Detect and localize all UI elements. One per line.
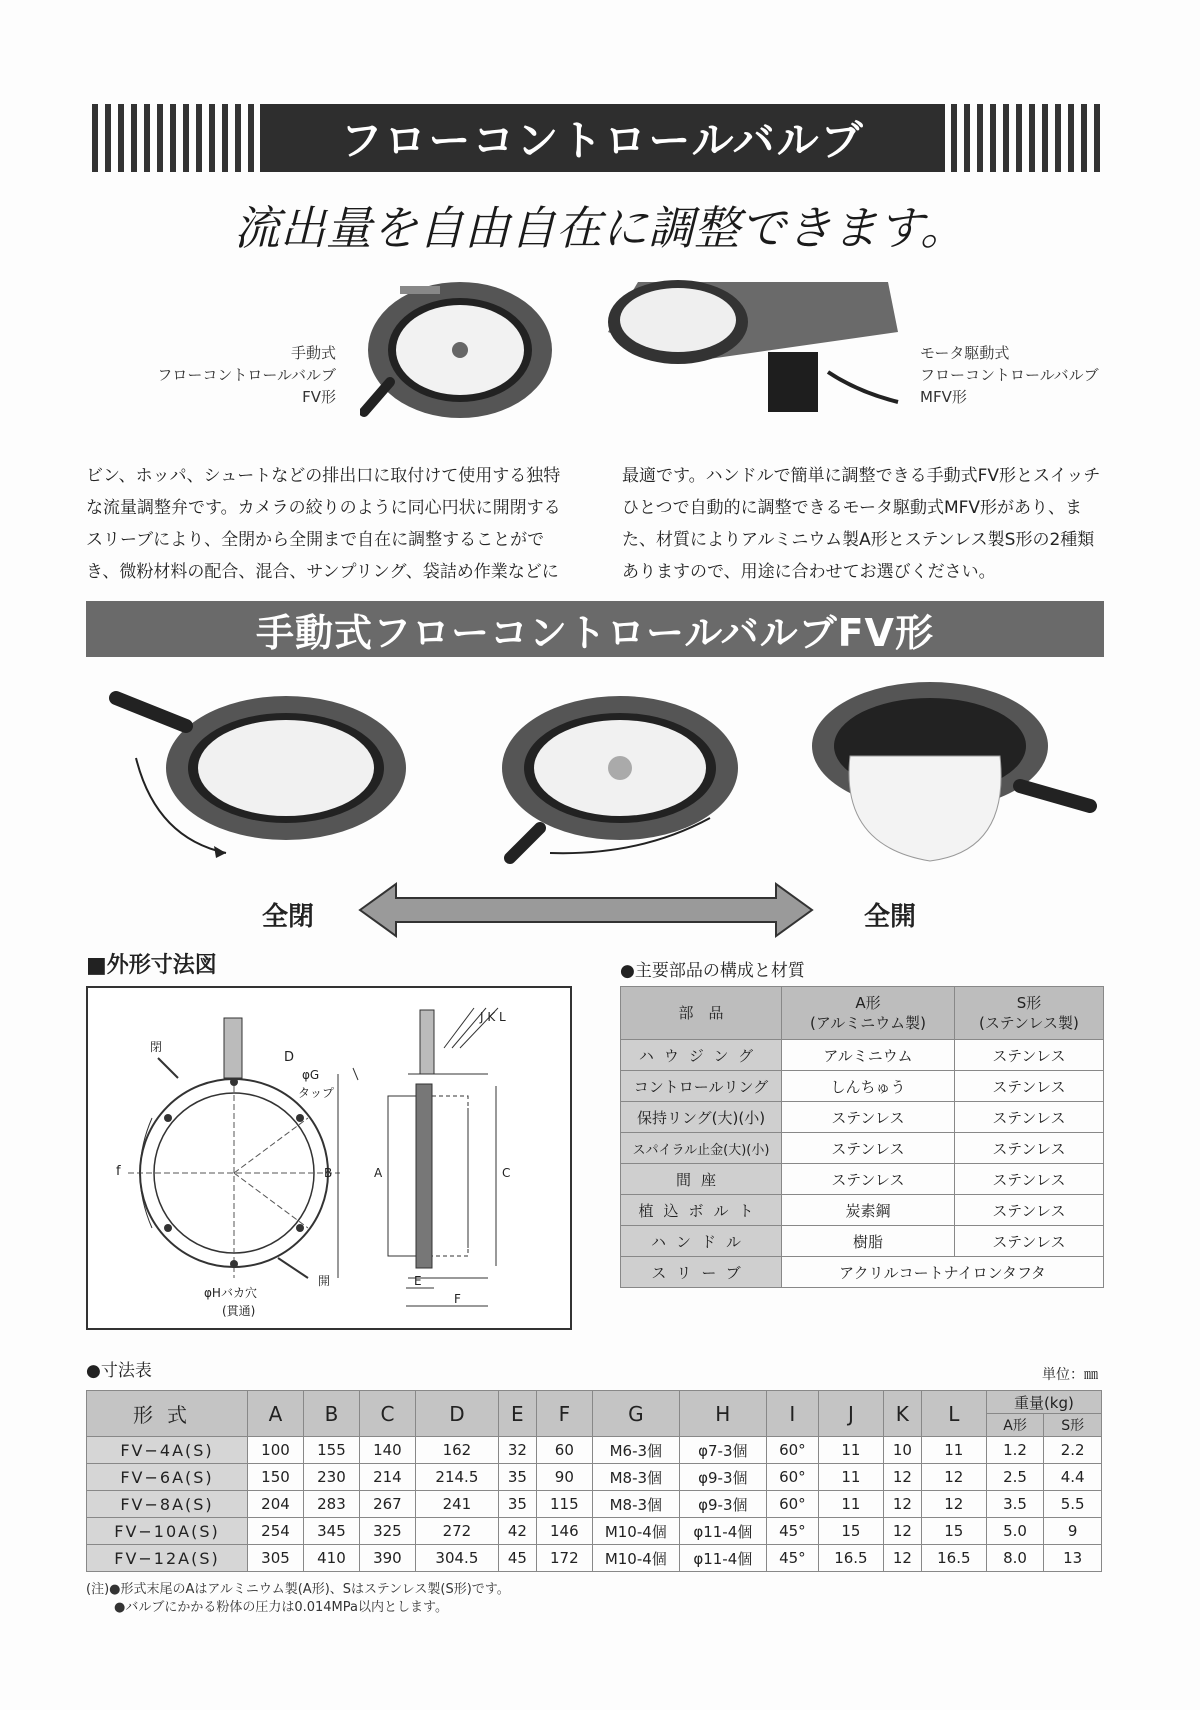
parts-col-s [954, 987, 1103, 1040]
part-material-s: ステンレス [954, 1164, 1103, 1195]
dims-col-h: H [679, 1391, 766, 1437]
part-material-s: ステンレス [954, 1071, 1103, 1102]
dims-col-j: J [818, 1391, 883, 1437]
dims-cell: 9 [1044, 1518, 1102, 1545]
dims-cell: 11 [921, 1437, 986, 1464]
dims-cell: 214.5 [415, 1464, 498, 1491]
dims-cell: 230 [303, 1464, 359, 1491]
label-h1: φHバカ穴 [204, 1286, 257, 1300]
parts-col-a [782, 987, 955, 1040]
dims-cell: 60° [766, 1491, 818, 1518]
page-title: フローコントロールバルブ [260, 104, 945, 172]
part-material-s: ステンレス [954, 1195, 1103, 1226]
part-name: ハウジング [621, 1040, 782, 1071]
dims-cell: 10 [883, 1437, 921, 1464]
table-row [621, 1195, 1104, 1226]
dims-col-a: A [248, 1391, 304, 1437]
dims-cell: 254 [248, 1518, 304, 1545]
motor-label-line2: フローコントロールバルブ [920, 366, 1099, 384]
parts-col-s-title: S形 [1016, 994, 1042, 1012]
double-arrow-icon [356, 880, 816, 940]
dims-cell: 1.2 [986, 1437, 1044, 1464]
dims-col-l: L [921, 1391, 986, 1437]
dims-col-c: C [359, 1391, 415, 1437]
table-row [87, 1545, 1102, 1572]
dims-heading: ●寸法表 [86, 1361, 152, 1381]
motor-valve-label [920, 342, 1130, 408]
dims-cell: 12 [921, 1464, 986, 1491]
dims-col-b: B [303, 1391, 359, 1437]
outline-heading: ■外形寸法図 [86, 953, 217, 978]
dims-cell: 283 [303, 1491, 359, 1518]
section-title: 手動式フローコントロールバルブFV形 [86, 601, 1104, 657]
banner-stripes-left [86, 104, 260, 172]
dims-cell: 45° [766, 1545, 818, 1572]
dims-cell: 172 [536, 1545, 592, 1572]
part-material-a: しんちゅう [782, 1071, 955, 1102]
dims-cell: 16.5 [921, 1545, 986, 1572]
label-a: A [374, 1166, 383, 1180]
dims-cell: 241 [415, 1491, 498, 1518]
dims-cell: 11 [818, 1437, 883, 1464]
dims-cell: 15 [921, 1518, 986, 1545]
part-name: スパイラル止金(大)(小) [621, 1133, 782, 1164]
dims-cell: M10-4個 [592, 1545, 679, 1572]
dims-col-f: F [536, 1391, 592, 1437]
label-b: B [324, 1166, 333, 1180]
dims-col-model: 形式 [87, 1391, 248, 1437]
dims-cell: 214 [359, 1464, 415, 1491]
manual-label-line2: フローコントロールバルブ [157, 366, 336, 384]
parts-header-row [621, 987, 1104, 1040]
dims-cell: φ7-3個 [679, 1437, 766, 1464]
parts-col-a-title: A形 [855, 994, 881, 1012]
dims-cell: 4.4 [1044, 1464, 1102, 1491]
dims-header-row [87, 1391, 1102, 1414]
dims-cell: M8-3個 [592, 1464, 679, 1491]
part-name: スリーブ [621, 1257, 782, 1288]
part-material-a: ステンレス [782, 1102, 955, 1133]
dims-col-e: E [498, 1391, 536, 1437]
manual-valve-label [140, 342, 336, 408]
part-name: ハンドル [621, 1226, 782, 1257]
part-material-a: 樹脂 [782, 1226, 955, 1257]
dims-cell: 42 [498, 1518, 536, 1545]
label-d: D [284, 1050, 295, 1065]
closed-label: 全閉 [262, 902, 315, 932]
table-row [621, 1071, 1104, 1102]
dims-cell: 146 [536, 1518, 592, 1545]
dims-cell: 32 [498, 1437, 536, 1464]
dims-cell: 12 [883, 1491, 921, 1518]
dims-cell: 204 [248, 1491, 304, 1518]
part-material-a: ステンレス [782, 1164, 955, 1195]
dims-cell-model: FV−10A(S) [87, 1518, 248, 1545]
parts-col-part: 部 品 [621, 987, 782, 1040]
part-material-s: ステンレス [954, 1133, 1103, 1164]
dims-cell: 60° [766, 1464, 818, 1491]
motor-label-line3: MFV形 [920, 388, 967, 406]
part-name: 保持リング(大)(小) [621, 1102, 782, 1133]
dims-col-weight-s: S形 [1044, 1414, 1102, 1437]
dims-cell: 115 [536, 1491, 592, 1518]
dims-cell: 12 [883, 1518, 921, 1545]
table-row [621, 1133, 1104, 1164]
dims-cell: 305 [248, 1545, 304, 1572]
valve-open-illustration [800, 676, 1100, 876]
dims-cell: 2.5 [986, 1464, 1044, 1491]
dims-cell: 345 [303, 1518, 359, 1545]
label-close: 閉 [150, 1040, 163, 1054]
label-open: 開 [318, 1274, 331, 1288]
banner-stripes-right [945, 104, 1106, 172]
dims-cell: 100 [248, 1437, 304, 1464]
dims-cell: 11 [818, 1491, 883, 1518]
dims-cell: 3.5 [986, 1491, 1044, 1518]
label-f-small: f [116, 1164, 121, 1179]
table-row [621, 1257, 1104, 1288]
dims-cell: 155 [303, 1437, 359, 1464]
dims-cell: 11 [818, 1464, 883, 1491]
dims-col-i: I [766, 1391, 818, 1437]
part-name: 植込ボルト [621, 1195, 782, 1226]
dims-cell: 12 [883, 1464, 921, 1491]
dims-cell: 45 [498, 1545, 536, 1572]
dims-cell: 150 [248, 1464, 304, 1491]
dims-cell: 410 [303, 1545, 359, 1572]
part-material-s: ステンレス [954, 1040, 1103, 1071]
dims-col-d: D [415, 1391, 498, 1437]
table-row [87, 1464, 1102, 1491]
dims-cell-model: FV−4A(S) [87, 1437, 248, 1464]
part-material-a: 炭素鋼 [782, 1195, 955, 1226]
dims-cell: 5.5 [1044, 1491, 1102, 1518]
dims-cell: 15 [818, 1518, 883, 1545]
manual-label-line3: FV形 [302, 388, 336, 406]
dims-cell: 325 [359, 1518, 415, 1545]
label-g1: φG [302, 1068, 320, 1082]
table-row [621, 1226, 1104, 1257]
dims-cell: M10-4個 [592, 1518, 679, 1545]
parts-heading: ●主要部品の構成と材質 [620, 961, 805, 981]
dims-cell: 5.0 [986, 1518, 1044, 1545]
parts-col-a-sub: (アルミニウム製) [809, 1014, 926, 1032]
table-row [87, 1518, 1102, 1545]
part-material-a: ステンレス [782, 1133, 955, 1164]
dims-cell-model: FV−12A(S) [87, 1545, 248, 1572]
dims-cell: 90 [536, 1464, 592, 1491]
dims-cell: 12 [883, 1545, 921, 1572]
part-material-a: アルミニウム [782, 1040, 955, 1071]
title-banner [86, 104, 1106, 172]
label-c: C [502, 1166, 511, 1180]
dims-col-weight: 重量(kg) [986, 1391, 1101, 1414]
label-jkl: J K L [480, 1010, 506, 1024]
parts-table [620, 986, 1104, 1288]
motor-valve-photo [598, 262, 908, 422]
part-material-sleeve: アクリルコートナイロンタフタ [782, 1257, 1104, 1288]
dims-cell: 8.0 [986, 1545, 1044, 1572]
dims-cell: 60° [766, 1437, 818, 1464]
dims-table [86, 1390, 1102, 1572]
dims-cell: φ9-3個 [679, 1464, 766, 1491]
table-row [621, 1040, 1104, 1071]
outline-drawing [86, 986, 572, 1330]
label-ff: F [454, 1292, 461, 1306]
dims-cell: 390 [359, 1545, 415, 1572]
label-e: E [414, 1274, 422, 1288]
part-material-s: ステンレス [954, 1102, 1103, 1133]
dims-col-g: G [592, 1391, 679, 1437]
dims-cell: 162 [415, 1437, 498, 1464]
dims-cell-model: FV−6A(S) [87, 1464, 248, 1491]
dims-cell: 60 [536, 1437, 592, 1464]
dims-cell: 267 [359, 1491, 415, 1518]
dims-cell: φ11-4個 [679, 1518, 766, 1545]
dims-col-k: K [883, 1391, 921, 1437]
dims-cell: 2.2 [1044, 1437, 1102, 1464]
valve-closed-illustration [96, 688, 416, 868]
part-name: 間座 [621, 1164, 782, 1195]
dims-cell: 35 [498, 1491, 536, 1518]
note-1: (注)●形式末尾のAはアルミニウム製(A形)、Sはステンレス製(S形)です。 [86, 1582, 510, 1597]
manual-valve-photo [360, 272, 560, 422]
table-row [621, 1164, 1104, 1195]
dims-cell: 272 [415, 1518, 498, 1545]
description-left: ビン、ホッパ、シュートなどの排出口に取付けて使用する独特な流量調整弁です。カメラの絞りのように同心円状に開閉するスリーブにより、全閉から全開まで自在に調整することができ、微粉材料の配合、混合、サンプリング、袋詰め作業などに [86, 466, 561, 582]
dims-cell: φ11-4個 [679, 1545, 766, 1572]
unit-label: 単位：㎜ [1042, 1367, 1098, 1383]
part-name: コントロールリング [621, 1071, 782, 1102]
dims-cell-model: FV−8A(S) [87, 1491, 248, 1518]
dims-cell: 13 [1044, 1545, 1102, 1572]
dims-cell: 45° [766, 1518, 818, 1545]
table-row [87, 1437, 1102, 1464]
note-2: ●バルブにかかる粉体の圧力は0.014MPa以内とします。 [114, 1600, 448, 1615]
valve-half-illustration [480, 688, 760, 868]
open-label: 全開 [864, 902, 917, 932]
dims-cell: 12 [921, 1491, 986, 1518]
dims-cell: 140 [359, 1437, 415, 1464]
description-right: 最適です。ハンドルで簡単に調整できる手動式FV形とスイッチひとつで自動的に調整できるモータ駆動式MFV形があり、また、材質によりアルミニウム製A形とステンレス製S形の2種類ありますので、用途に合わせてお選びください。 [622, 466, 1101, 582]
parts-col-s-sub: (ステンレス製) [979, 1014, 1079, 1032]
dims-cell: 304.5 [415, 1545, 498, 1572]
catch-copy: 流出量を自由自在に調整できます。 [233, 201, 967, 255]
table-row [621, 1102, 1104, 1133]
dims-cell: M6-3個 [592, 1437, 679, 1464]
manual-label-line1: 手動式 [290, 344, 336, 362]
label-g2: タップ [298, 1086, 335, 1100]
motor-label-line1: モータ駆動式 [920, 344, 1010, 362]
dims-cell: M8-3個 [592, 1491, 679, 1518]
dims-cell: 35 [498, 1464, 536, 1491]
dims-col-weight-a: A形 [986, 1414, 1044, 1437]
table-row [87, 1491, 1102, 1518]
dims-cell: φ9-3個 [679, 1491, 766, 1518]
part-material-s: ステンレス [954, 1226, 1103, 1257]
label-h2: (貫通) [222, 1304, 256, 1318]
dims-cell: 16.5 [818, 1545, 883, 1572]
